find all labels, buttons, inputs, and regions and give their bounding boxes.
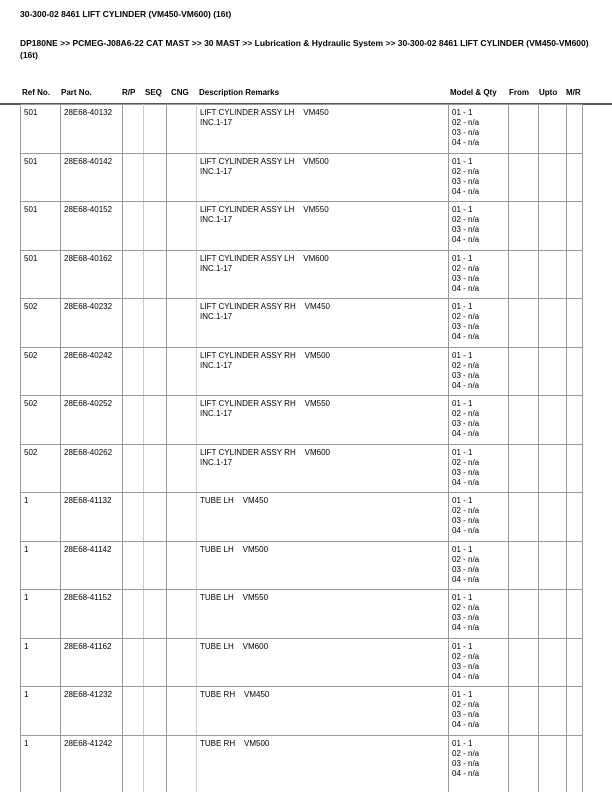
upto-cell <box>539 687 567 736</box>
cng-cell <box>167 250 197 299</box>
header-part: Part No. <box>61 88 92 97</box>
mr-cell <box>567 396 583 445</box>
description: LIFT CYLINDER ASSY RH VM500 <box>200 350 330 360</box>
table-row <box>21 735 583 792</box>
from-cell <box>509 687 539 736</box>
description: TUBE RH VM450 <box>200 690 270 699</box>
mr-cell <box>567 250 583 299</box>
model-qty-line: 01 - 1 <box>452 350 473 360</box>
model-qty-line: 04 - n/a <box>452 720 480 729</box>
model-qty-line: 04 - n/a <box>452 429 480 438</box>
model-qty-line: 01 - 1 <box>452 496 473 505</box>
model-qty-cell <box>449 396 509 445</box>
model-qty-line: 03 - n/a <box>452 564 480 574</box>
model-qty-cell <box>449 105 509 154</box>
ref-cell: 1 <box>21 735 61 792</box>
cng-cell <box>167 638 197 687</box>
seq-cell <box>144 590 167 639</box>
cng-cell <box>167 299 197 348</box>
model-qty-line: 01 - 1 <box>452 156 473 166</box>
model-qty-line: 04 - n/a <box>452 574 480 584</box>
model-qty-line: 03 - n/a <box>452 225 480 234</box>
model-qty-cell <box>449 444 509 493</box>
model-qty-line: 04 - n/a <box>452 332 480 341</box>
from-cell <box>509 493 539 542</box>
mr-cell <box>567 541 583 590</box>
model-qty-cell <box>449 299 509 348</box>
model-qty-line: 03 - n/a <box>452 370 480 380</box>
table-row <box>21 541 583 590</box>
header-upto: Upto <box>539 88 558 97</box>
remark: INC.1-17 <box>200 118 233 127</box>
model-qty-cell <box>449 687 509 736</box>
table-row <box>21 202 583 251</box>
description: TUBE LH VM600 <box>200 641 269 651</box>
rp-cell <box>123 687 144 736</box>
part-cell: 28E68-40142 <box>61 153 123 202</box>
from-cell <box>509 396 539 445</box>
table-row <box>21 493 583 542</box>
mr-cell <box>567 105 583 154</box>
upto-cell <box>539 444 567 493</box>
seq-cell <box>144 347 167 396</box>
description: TUBE LH VM550 <box>200 593 269 602</box>
ref-cell: 501 <box>21 153 61 202</box>
cng-cell <box>167 153 197 202</box>
model-qty-line: 02 - n/a <box>452 554 480 564</box>
model-qty-line: 01 - 1 <box>452 641 473 651</box>
model-qty-line: 02 - n/a <box>452 409 480 418</box>
desc-cell <box>197 153 449 202</box>
part-cell: 28E68-40262 <box>61 444 123 493</box>
table-row <box>21 444 583 493</box>
model-qty-line: 01 - 1 <box>452 447 473 457</box>
part-cell: 28E68-40252 <box>61 396 123 445</box>
header-rp: R/P <box>122 88 136 97</box>
table-row <box>21 299 583 348</box>
description: LIFT CYLINDER ASSY RH VM550 <box>200 399 330 408</box>
model-qty-cell <box>449 541 509 590</box>
mr-cell <box>567 153 583 202</box>
mr-cell <box>567 444 583 493</box>
model-qty-line: 04 - n/a <box>452 671 480 681</box>
upto-cell <box>539 347 567 396</box>
seq-cell <box>144 541 167 590</box>
desc-cell <box>197 590 449 639</box>
model-qty-line: 03 - n/a <box>452 419 480 428</box>
cng-cell <box>167 687 197 736</box>
breadcrumb: DP180NE >> PCMEG-J08A6-22 CAT MAST >> 30 MAST >> Lubrication & Hydraulic System >> 30-300-02 8461 LIFT CYLINDER (VM450-VM600) (16t) <box>20 38 589 60</box>
upto-cell <box>539 105 567 154</box>
mr-cell <box>567 493 583 542</box>
ref-cell: 1 <box>21 541 61 590</box>
upto-cell <box>539 202 567 251</box>
part-cell: 28E68-41242 <box>61 735 123 792</box>
model-qty-line: 03 - n/a <box>452 273 480 283</box>
model-qty-cell <box>449 250 509 299</box>
cng-cell <box>167 347 197 396</box>
upto-cell <box>539 735 567 792</box>
model-qty-line: 03 - n/a <box>452 176 480 186</box>
rp-cell <box>123 299 144 348</box>
rp-cell <box>123 541 144 590</box>
rp-cell <box>123 493 144 542</box>
header-ref: Ref No. <box>22 88 50 97</box>
part-cell: 28E68-41152 <box>61 590 123 639</box>
ref-cell: 1 <box>21 493 61 542</box>
part-cell: 28E68-41162 <box>61 638 123 687</box>
model-qty-line: 01 - 1 <box>452 205 473 214</box>
part-cell: 28E68-40242 <box>61 347 123 396</box>
rp-cell <box>123 250 144 299</box>
model-qty-line: 01 - 1 <box>452 399 473 408</box>
model-qty-line: 04 - n/a <box>452 283 480 293</box>
from-cell <box>509 541 539 590</box>
description: TUBE LH VM450 <box>200 496 269 505</box>
desc-cell <box>197 250 449 299</box>
from-cell <box>509 250 539 299</box>
table-row <box>21 687 583 736</box>
upto-cell <box>539 493 567 542</box>
part-cell: 28E68-41132 <box>61 493 123 542</box>
rp-cell <box>123 396 144 445</box>
description: LIFT CYLINDER ASSY LH VM500 <box>200 156 329 166</box>
from-cell <box>509 444 539 493</box>
description: LIFT CYLINDER ASSY RH VM600 <box>200 447 330 457</box>
cng-cell <box>167 590 197 639</box>
parts-table <box>20 104 583 792</box>
seq-cell <box>144 735 167 792</box>
rp-cell <box>123 638 144 687</box>
model-qty-line: 02 - n/a <box>452 312 480 321</box>
seq-cell <box>144 105 167 154</box>
cng-cell <box>167 444 197 493</box>
seq-cell <box>144 396 167 445</box>
cng-cell <box>167 105 197 154</box>
model-qty-line: 04 - n/a <box>452 477 480 487</box>
rp-cell <box>123 347 144 396</box>
model-qty-line: 01 - 1 <box>452 302 473 311</box>
from-cell <box>509 105 539 154</box>
table-row <box>21 250 583 299</box>
rp-cell <box>123 590 144 639</box>
model-qty-line: 01 - 1 <box>452 593 473 602</box>
remark: INC.1-17 <box>200 166 233 176</box>
model-qty-line: 03 - n/a <box>452 613 480 622</box>
rp-cell <box>123 444 144 493</box>
cng-cell <box>167 493 197 542</box>
model-qty-line: 04 - n/a <box>452 768 480 778</box>
seq-cell <box>144 493 167 542</box>
model-qty-line: 02 - n/a <box>452 748 480 758</box>
ref-cell: 1 <box>21 687 61 736</box>
remark: INC.1-17 <box>200 360 233 370</box>
remark: INC.1-17 <box>200 457 233 467</box>
model-qty-line: 03 - n/a <box>452 128 480 137</box>
model-qty-line: 03 - n/a <box>452 322 480 331</box>
seq-cell <box>144 250 167 299</box>
table-row <box>21 638 583 687</box>
ref-cell: 502 <box>21 396 61 445</box>
model-qty-cell <box>449 153 509 202</box>
ref-cell: 502 <box>21 444 61 493</box>
from-cell <box>509 347 539 396</box>
upto-cell <box>539 299 567 348</box>
desc-cell <box>197 735 449 792</box>
desc-cell <box>197 444 449 493</box>
desc-cell <box>197 299 449 348</box>
model-qty-line: 04 - n/a <box>452 380 480 390</box>
model-qty-line: 02 - n/a <box>452 118 480 127</box>
upto-cell <box>539 590 567 639</box>
seq-cell <box>144 153 167 202</box>
model-qty-line: 02 - n/a <box>452 263 480 273</box>
remark: INC.1-17 <box>200 312 233 321</box>
model-qty-line: 02 - n/a <box>452 166 480 176</box>
ref-cell: 1 <box>21 638 61 687</box>
mr-cell <box>567 687 583 736</box>
remark: INC.1-17 <box>200 215 233 224</box>
model-qty-line: 03 - n/a <box>452 758 480 768</box>
model-qty-line: 01 - 1 <box>452 690 473 699</box>
mr-cell <box>567 347 583 396</box>
mr-cell <box>567 299 583 348</box>
table-row <box>21 105 583 154</box>
model-qty-line: 02 - n/a <box>452 360 480 370</box>
desc-cell <box>197 105 449 154</box>
model-qty-line: 03 - n/a <box>452 467 480 477</box>
model-qty-line: 03 - n/a <box>452 710 480 719</box>
seq-cell <box>144 638 167 687</box>
model-qty-line: 02 - n/a <box>452 700 480 709</box>
model-qty-line: 01 - 1 <box>452 253 473 263</box>
model-qty-line: 04 - n/a <box>452 138 480 147</box>
model-qty-line: 02 - n/a <box>452 457 480 467</box>
seq-cell <box>144 299 167 348</box>
header-cng: CNG <box>171 88 189 97</box>
part-cell: 28E68-41142 <box>61 541 123 590</box>
model-qty-cell <box>449 735 509 792</box>
ref-cell: 501 <box>21 105 61 154</box>
ref-cell: 502 <box>21 299 61 348</box>
model-qty-line: 02 - n/a <box>452 215 480 224</box>
table-row <box>21 396 583 445</box>
model-qty-cell <box>449 590 509 639</box>
description: LIFT CYLINDER ASSY LH VM550 <box>200 205 329 214</box>
from-cell <box>509 202 539 251</box>
part-cell: 28E68-40132 <box>61 105 123 154</box>
ref-cell: 501 <box>21 250 61 299</box>
description: TUBE LH VM500 <box>200 544 269 554</box>
model-qty-line: 04 - n/a <box>452 623 480 632</box>
from-cell <box>509 153 539 202</box>
desc-cell <box>197 493 449 542</box>
table-header <box>0 88 612 100</box>
from-cell <box>509 638 539 687</box>
mr-cell <box>567 638 583 687</box>
upto-cell <box>539 396 567 445</box>
model-qty-line: 01 - 1 <box>452 738 473 748</box>
desc-cell <box>197 638 449 687</box>
model-qty-line: 04 - n/a <box>452 235 480 244</box>
model-qty-line: 04 - n/a <box>452 526 480 535</box>
model-qty-line: 02 - n/a <box>452 603 480 612</box>
ref-cell: 502 <box>21 347 61 396</box>
from-cell <box>509 590 539 639</box>
table-row <box>21 153 583 202</box>
remark: INC.1-17 <box>200 263 233 273</box>
model-qty-line: 02 - n/a <box>452 651 480 661</box>
part-cell: 28E68-41232 <box>61 687 123 736</box>
cng-cell <box>167 541 197 590</box>
header-model: Model & Qty <box>450 88 497 97</box>
description: TUBE RH VM500 <box>200 738 270 748</box>
ref-cell: 501 <box>21 202 61 251</box>
seq-cell <box>144 202 167 251</box>
desc-cell <box>197 687 449 736</box>
model-qty-cell <box>449 638 509 687</box>
page-title: 30-300-02 8461 LIFT CYLINDER (VM450-VM600) (16t) <box>20 9 232 19</box>
model-qty-cell <box>449 347 509 396</box>
desc-cell <box>197 396 449 445</box>
cng-cell <box>167 202 197 251</box>
cng-cell <box>167 735 197 792</box>
rp-cell <box>123 105 144 154</box>
description: LIFT CYLINDER ASSY RH VM450 <box>200 302 330 311</box>
header-desc: Description Remarks <box>199 88 280 97</box>
description: LIFT CYLINDER ASSY LH VM450 <box>200 108 329 117</box>
desc-cell <box>197 541 449 590</box>
from-cell <box>509 299 539 348</box>
part-cell: 28E68-40152 <box>61 202 123 251</box>
model-qty-line: 03 - n/a <box>452 661 480 671</box>
header-from: From <box>509 88 529 97</box>
mr-cell <box>567 590 583 639</box>
cng-cell <box>167 396 197 445</box>
header-mr: M/R <box>566 88 581 97</box>
model-qty-line: 01 - 1 <box>452 108 473 117</box>
rp-cell <box>123 202 144 251</box>
desc-cell <box>197 202 449 251</box>
upto-cell <box>539 638 567 687</box>
table-row <box>21 347 583 396</box>
ref-cell: 1 <box>21 590 61 639</box>
table-row <box>21 590 583 639</box>
model-qty-cell <box>449 493 509 542</box>
mr-cell <box>567 202 583 251</box>
model-qty-line: 01 - 1 <box>452 544 473 554</box>
rp-cell <box>123 735 144 792</box>
mr-cell <box>567 735 583 792</box>
header-seq: SEQ <box>145 88 162 97</box>
model-qty-cell <box>449 202 509 251</box>
remark: INC.1-17 <box>200 409 233 418</box>
description: LIFT CYLINDER ASSY LH VM600 <box>200 253 329 263</box>
model-qty-line: 04 - n/a <box>452 186 480 196</box>
upto-cell <box>539 250 567 299</box>
upto-cell <box>539 541 567 590</box>
part-cell: 28E68-40162 <box>61 250 123 299</box>
seq-cell <box>144 444 167 493</box>
from-cell <box>509 735 539 792</box>
part-cell: 28E68-40232 <box>61 299 123 348</box>
desc-cell <box>197 347 449 396</box>
model-qty-line: 03 - n/a <box>452 516 480 525</box>
model-qty-line: 02 - n/a <box>452 506 480 515</box>
upto-cell <box>539 153 567 202</box>
seq-cell <box>144 687 167 736</box>
rp-cell <box>123 153 144 202</box>
